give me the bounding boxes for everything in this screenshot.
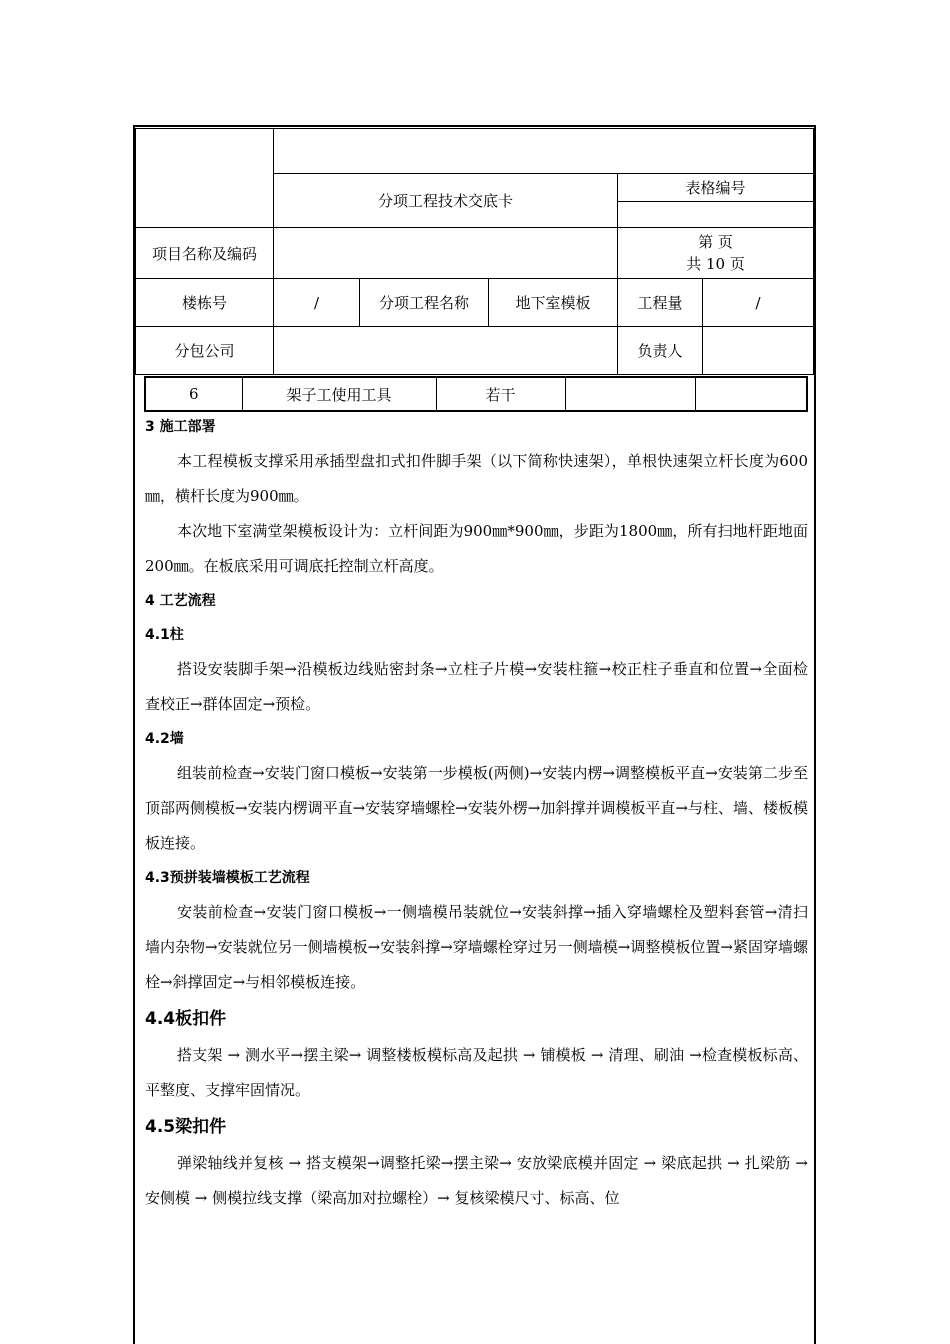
section-4-4-para: 搭支架 → 测水平→摆主梁→ 调整楼板模标高及起拱 → 铺模板 → 清理、刷油 →检查模板标高、平整度、支撑牢固情况。 xyxy=(145,1046,808,1099)
item-name-label: 分项工程名称 xyxy=(360,279,489,327)
subcontractor-value xyxy=(274,327,618,375)
quantity-value: / xyxy=(703,279,814,327)
page-info xyxy=(618,228,814,279)
table-row xyxy=(145,377,807,411)
section-4-3-title: 4.3预拼装墙模板工艺流程 xyxy=(145,870,310,886)
page-number: 第 页 xyxy=(698,233,733,251)
section-4-1-para: 搭设安装脚手架→沿模板边线贴密封条→立柱子片模→安装柱箍→校正柱子垂直和位置→全面检查校正→群体固定→预检。 xyxy=(145,660,808,713)
section-4-5-title: 4.5梁扣件 xyxy=(145,1117,227,1137)
tool-qty: 若干 xyxy=(436,377,565,411)
section-3-title: 3 施工部署 xyxy=(145,419,216,435)
section-4-5-para: 弹梁轴线并复核 → 搭支模架→调整托梁→摆主梁→ 安放梁底模并固定 → 梁底起拱 → 扎梁筋 → 安侧模 → 侧模拉线支撑（梁高加对拉螺栓）→ 复核梁模尺寸、标高、位 xyxy=(145,1154,808,1207)
tools-table xyxy=(144,376,808,412)
logo-cell xyxy=(136,129,274,228)
total-pages: 共 10 页 xyxy=(686,255,745,273)
project-label: 项目名称及编码 xyxy=(136,228,274,279)
section-4-3-para: 安装前检查→安装门窗口模板→一侧墙模吊装就位→安装斜撑→插入穿墙螺栓及塑料套管→清扫墙内杂物→安装就位另一侧墙模板→安装斜撑→穿墙螺栓穿过另一侧墙模→调整模板位置→紧固穿墙螺栓→斜撑固定→与相邻模板连接。 xyxy=(145,903,808,991)
project-value xyxy=(274,228,618,279)
quantity-label: 工程量 xyxy=(618,279,703,327)
form-no-value xyxy=(618,202,814,228)
form-no-label: 表格编号 xyxy=(618,174,814,202)
item-name-value: 地下室模板 xyxy=(489,279,618,327)
card-title: 分项工程技术交底卡 xyxy=(274,174,618,228)
content xyxy=(145,410,808,1216)
building-value: / xyxy=(274,279,360,327)
responsible-value xyxy=(703,327,814,375)
section-3-para-2: 本次地下室满堂架模板设计为：立杆间距为900㎜*900㎜，步距为1800㎜，所有扫地杆距地面200㎜。在板底采用可调底托控制立杆高度。 xyxy=(145,522,808,575)
tool-name: 架子工使用工具 xyxy=(242,377,436,411)
top-blank-cell xyxy=(274,129,814,174)
tool-blank-1 xyxy=(565,377,695,411)
tool-no: 6 xyxy=(145,377,242,411)
section-4-title: 4 工艺流程 xyxy=(145,593,216,609)
header-table xyxy=(135,128,814,375)
subcontractor-label: 分包公司 xyxy=(136,327,274,375)
responsible-label: 负责人 xyxy=(618,327,703,375)
tool-blank-2 xyxy=(695,377,807,411)
building-label: 楼栋号 xyxy=(136,279,274,327)
section-3-para-1: 本工程模板支撑采用承插型盘扣式扣件脚手架（以下简称快速架），单根快速架立杆长度为600㎜，横杆长度为900㎜。 xyxy=(145,452,808,505)
section-4-2-para: 组装前检查→安装门窗口模板→安装第一步模板(两侧)→安装内楞→调整模板平直→安装第二步至顶部两侧模板→安装内楞调平直→安装穿墙螺栓→安装外楞→加斜撑并调模板平直→与柱、墙、楼板模板连接。 xyxy=(145,764,808,852)
section-4-1-title: 4.1柱 xyxy=(145,627,184,643)
section-4-2-title: 4.2墙 xyxy=(145,731,184,747)
section-4-4-title: 4.4板扣件 xyxy=(145,1009,227,1029)
